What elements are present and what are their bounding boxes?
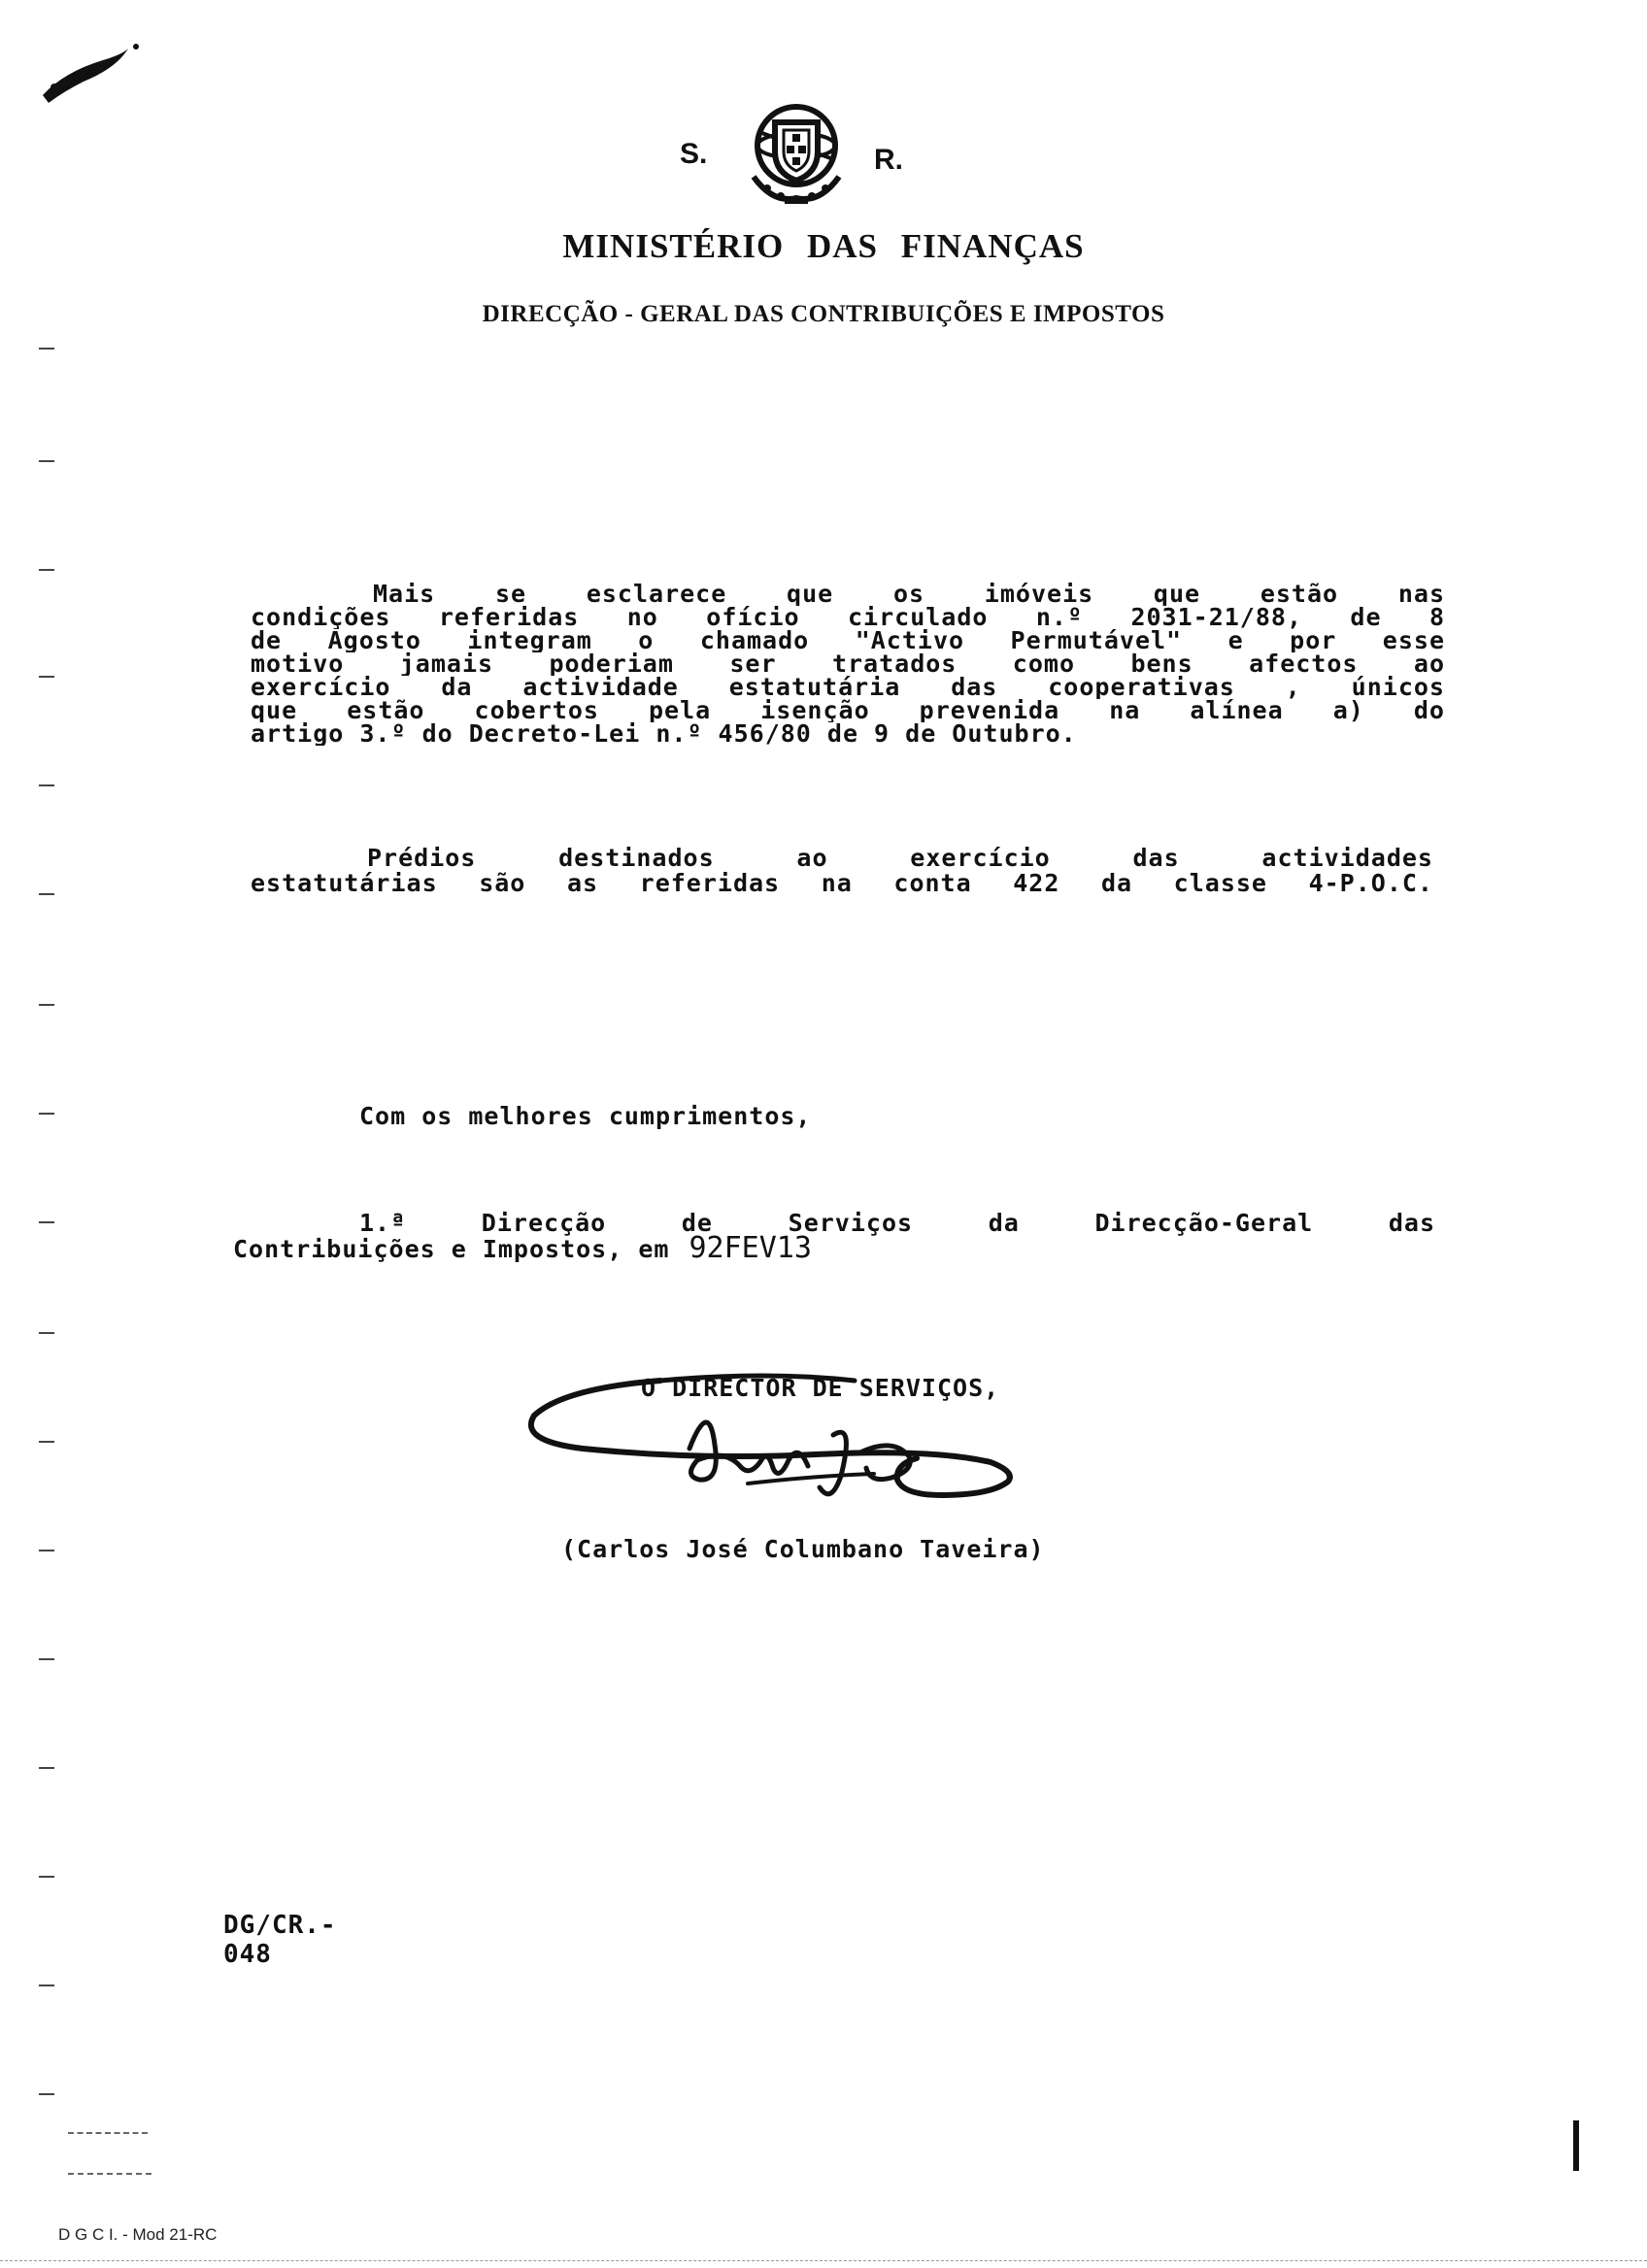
paragraph-1-line: exercício da actividade estatutária das cooperativas , únicos bbox=[251, 676, 1445, 699]
closing-greeting: Com os melhores cumprimentos, bbox=[359, 1102, 812, 1130]
header-left-letter: S. bbox=[680, 138, 708, 170]
paragraph-1-line: artigo 3.º do Decreto-Lei n.º 456/80 de 9 de Outubro. bbox=[251, 722, 1077, 746]
margin-tick bbox=[39, 1004, 54, 1006]
margin-tick bbox=[39, 784, 54, 786]
reference-line-2: 048 bbox=[223, 1940, 272, 1969]
margin-tick bbox=[39, 1767, 54, 1769]
paragraph-2-line: estatutárias são as referidas na conta 422 da classe 4-P.O.C. bbox=[251, 872, 1433, 897]
footer-rule bbox=[68, 2173, 151, 2175]
closing-place-line-2 bbox=[233, 1231, 812, 1265]
paragraph-1-line: motivo jamais poderiam ser tratados como bens afectos ao bbox=[251, 652, 1445, 676]
director-name: (Carlos José Columbano Taveira) bbox=[561, 1535, 1045, 1563]
director-title: O DIRECTOR DE SERVIÇOS, bbox=[641, 1374, 1000, 1402]
margin-tick bbox=[39, 1221, 54, 1223]
margin-tick bbox=[39, 1876, 54, 1878]
closing-place-prefix: Contribuições e Impostos, em bbox=[233, 1235, 670, 1263]
reference-code bbox=[223, 1911, 337, 1969]
footer-rule bbox=[68, 2132, 148, 2134]
margin-tick bbox=[39, 348, 54, 350]
margin-tick bbox=[39, 1113, 54, 1115]
margin-tick bbox=[39, 569, 54, 571]
coat-of-arms-icon bbox=[738, 95, 855, 208]
date-stamp: 92FEV13 bbox=[689, 1231, 812, 1265]
edge-mark bbox=[1573, 2120, 1579, 2171]
margin-tick bbox=[39, 1658, 54, 1660]
paragraph-1-line: de Agosto integram o chamado "Activo Permutável" e por esse bbox=[251, 629, 1445, 652]
handwritten-signature-icon bbox=[524, 1359, 1029, 1515]
paragraph-2 bbox=[251, 847, 1433, 897]
paragraph-1-line: que estão cobertos pela isenção prevenida na alínea a) do bbox=[251, 699, 1445, 722]
reference-line-1: DG/CR.- bbox=[223, 1911, 337, 1940]
paragraph-2-line: Prédios destinados ao exercício das actividades bbox=[367, 847, 1433, 872]
margin-tick bbox=[39, 1332, 54, 1334]
page-bottom-edge bbox=[0, 2260, 1647, 2261]
margin-tick bbox=[39, 1441, 54, 1443]
margin-tick bbox=[39, 2093, 54, 2095]
margin-tick bbox=[39, 1550, 54, 1551]
scan-mark-icon bbox=[35, 39, 142, 107]
paragraph-1-line: Mais se esclarece que os imóveis que estão nas bbox=[373, 583, 1445, 606]
margin-tick bbox=[39, 1984, 54, 1986]
margin-tick bbox=[39, 460, 54, 462]
paragraph-1-line: condições referidas no ofício circulado n.º 2031-21/88, de 8 bbox=[251, 606, 1445, 629]
paragraph-1 bbox=[251, 583, 1445, 746]
margin-tick bbox=[39, 676, 54, 678]
directorate-title: DIRECÇÃO - GERAL DAS CONTRIBUIÇÕES E IMPOSTOS bbox=[482, 301, 1165, 327]
margin-tick bbox=[39, 893, 54, 895]
closing-place-line-1: 1.ª Direcção de Serviços da Direcção-Geral das bbox=[359, 1209, 1435, 1237]
form-code: D G C I. - Mod 21-RC bbox=[58, 2225, 218, 2244]
ministry-title: MINISTÉRIO DAS FINANÇAS bbox=[562, 227, 1085, 265]
header-right-letter: R. bbox=[874, 144, 903, 176]
